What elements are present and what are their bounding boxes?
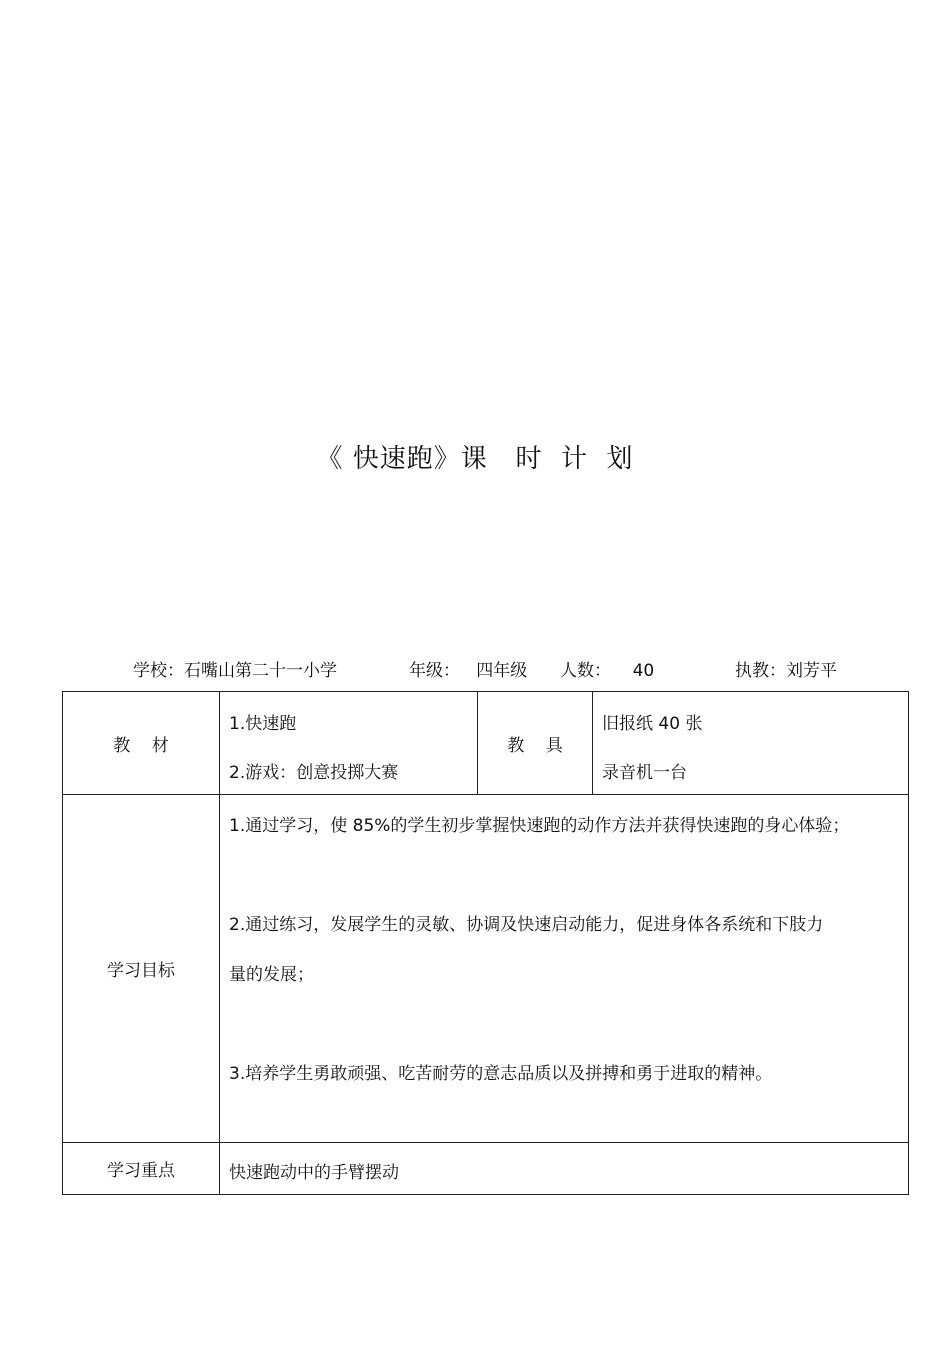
focus-row — [63, 1143, 909, 1195]
page-title: 《 快速跑》课 时 计 划 — [316, 444, 634, 474]
material-cell — [220, 692, 478, 795]
focus-cell — [220, 1143, 909, 1195]
goals-cell — [220, 795, 909, 1143]
goals-row — [63, 795, 909, 1143]
school-info: 学校：石嘴山第二十一小学 — [133, 661, 337, 681]
lesson-plan-table — [62, 691, 909, 1195]
material-item: 2.游戏：创意投掷大赛 — [229, 763, 399, 783]
equipment-cell — [593, 692, 909, 795]
equipment-label: 教 具 — [478, 692, 593, 795]
material-row — [63, 692, 909, 795]
material-item: 1.快速跑 — [229, 714, 297, 734]
student-count-info: 人数： 40 — [560, 661, 655, 681]
grade-info: 年级： 四年级 — [409, 661, 528, 681]
goals-label: 学习目标 — [63, 795, 220, 1143]
equipment-item: 旧报纸 40 张 — [602, 714, 703, 734]
teacher-info: 执教：刘芳平 — [735, 661, 837, 681]
focus-text: 快速跑动中的手臂摆动 — [229, 1163, 399, 1183]
goal-item: 量的发展； — [229, 965, 314, 985]
goal-item: 3.培养学生勇敢顽强、吃苦耐劳的意志品质以及拼搏和勇于进取的精神。 — [229, 1064, 773, 1084]
material-label: 教 材 — [63, 692, 220, 795]
goal-item: 1.通过学习，使 85%的学生初步掌握快速跑的动作方法并获得快速跑的身心体验； — [229, 816, 850, 836]
goal-item: 2.通过练习，发展学生的灵敏、协调及快速启动能力，促进身体各系统和下肢力 — [229, 915, 824, 935]
focus-label: 学习重点 — [63, 1143, 220, 1195]
equipment-item: 录音机一台 — [602, 763, 687, 783]
